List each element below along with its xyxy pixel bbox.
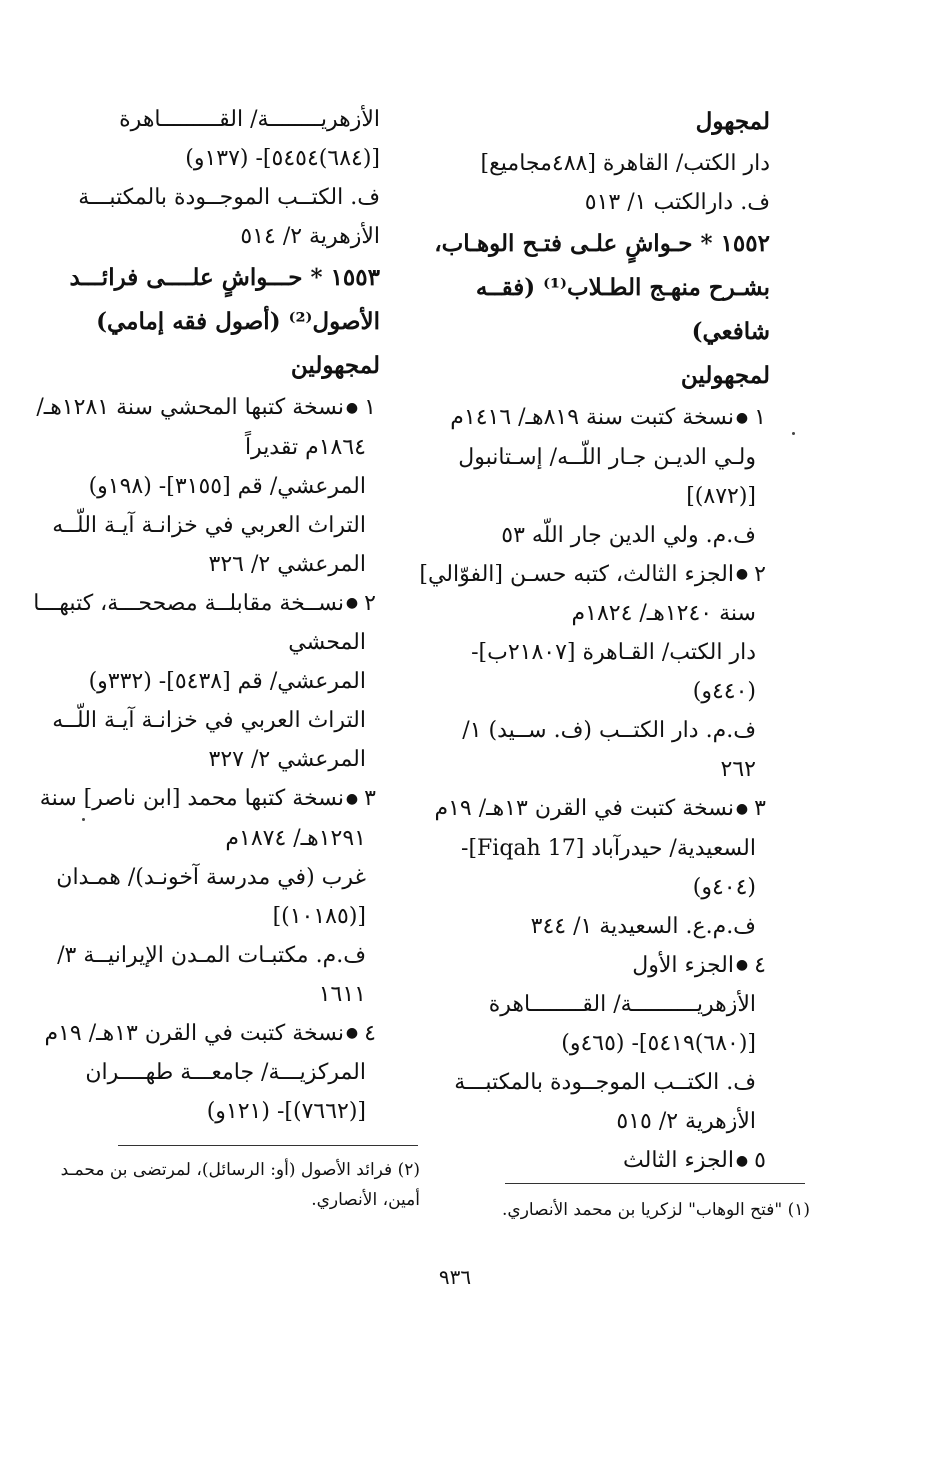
entry-heading: ١٥٥٣ * حـــواشٍ علــــى فرائـــد — [69, 264, 380, 291]
item-text: نسخة كتبت في القرن ١٣هـ/ ١٩م — [44, 1020, 344, 1046]
footnote-line: (٢) فرائد الأصول (أو: الرسائل)، لمرتضى بن محمـد — [60, 1160, 420, 1180]
bullet-icon: ● — [345, 595, 359, 611]
manuscript-item — [450, 398, 770, 438]
manuscript-item — [419, 555, 770, 595]
text-line: الأزهريــــــــة/ القـــــــــاهرة — [119, 107, 380, 132]
item-detail-line: ولـي الديـن جـار اللّــه/ إسـتانبول — [458, 444, 756, 470]
item-detail-line: التراث العربي في خزانـة آيـة اللّــه — [52, 708, 366, 733]
item-detail-line: [(٧٦٦٢)]- (١٢١و) — [206, 1099, 366, 1124]
page-number: ٩٣٦ — [438, 1265, 472, 1289]
item-detail-line: ف.م. دار الكتــب (ف. ســيد) ١/ — [462, 718, 756, 743]
item-text: نســخة مقابلــة مصححـــة، كتبهـــا — [33, 590, 344, 616]
entry-heading: لمجهول — [695, 108, 770, 135]
bullet-icon: ● — [735, 1152, 749, 1169]
item-text: نسخة كتبها المحشي سنة ١٢٨١هـ/ — [36, 395, 344, 420]
footnote-rule-left — [118, 1145, 418, 1146]
bullet-icon: ● — [735, 409, 749, 426]
bullet-icon: ● — [735, 566, 749, 582]
item-detail-line: المرعشي/ قم [٣١٥٥]- (١٩٨و) — [88, 473, 366, 499]
item-number: ٣ — [364, 786, 376, 811]
text-line: ف. دارالكتب ١/ ٥١٣ — [584, 190, 770, 215]
item-number: ٢ — [364, 590, 376, 616]
item-detail-line: ١٨٦٤م تقديراً — [244, 434, 366, 460]
manuscript-item — [470, 1141, 770, 1181]
item-detail-line: ف.م. مكتبـات المـدن الإيرانيــة ٣/ — [57, 942, 366, 968]
bullet-icon: ● — [735, 800, 749, 817]
item-detail-line: سنة ١٢٤٠هـ/ ١٨٢٤م — [571, 601, 756, 626]
item-detail-line: التراث العربي في خزانـة آيـة اللّــه — [52, 512, 366, 538]
item-detail-line: الأزهريــــــــــة/ القــــــــاهرة — [488, 992, 756, 1017]
text-line: ف. الكتــب الموجــودة بالمكتبـــة — [78, 185, 380, 210]
item-detail-line: [(٦٨٠)٥٤١٩]- (٤٦٥و) — [561, 1031, 756, 1056]
item-detail-line: المرعشي ٢/ ٣٢٧ — [208, 747, 366, 772]
item-detail-line: المحشي — [288, 630, 366, 655]
text-line: الأزهرية ٢/ ٥١٤ — [240, 224, 380, 249]
item-detail-line: ف. الكتــب الموجــودة بالمكتبـــة — [454, 1070, 756, 1095]
manuscript-item — [470, 946, 770, 986]
item-text: الجزء الأول — [632, 952, 734, 978]
manuscript-item — [39, 779, 380, 819]
item-number: ٢ — [754, 561, 766, 587]
item-number: ٥ — [754, 1148, 766, 1173]
item-detail-line: المركزيـــة/ جامعـــة طهــــران — [85, 1060, 366, 1085]
footnote-left — [60, 1155, 420, 1215]
entry-heading: لمجهولين — [290, 352, 380, 379]
item-number: ٣ — [754, 796, 766, 821]
item-text: الجزء الثالث — [623, 1148, 734, 1173]
item-detail-line: [(١٠١٨٥)] — [272, 903, 366, 929]
item-text: نسخة كتبها محمد [ابن ناصر] سنة — [39, 786, 344, 811]
left-column — [33, 100, 380, 1131]
entry-heading: الأصول⁽²⁾ (أصول فقه إمامي) — [96, 308, 380, 335]
bullet-icon: ● — [735, 957, 749, 973]
entry-heading: لمجهولين — [680, 362, 770, 389]
entry-heading: شافعي) — [691, 318, 770, 345]
text-line: دار الكتب/ القاهرة [٤٨٨مجاميع] — [480, 151, 770, 176]
manuscript-item — [33, 584, 380, 624]
item-detail-line: [(٨٧٢)] — [686, 483, 756, 509]
item-detail-line: ف.م.ع. السعيدية ١/ ٣٤٤ — [530, 913, 756, 939]
item-text: نسخة كتبت سنة ٨١٩هـ/ ١٤١٦م — [450, 405, 734, 430]
item-detail-line: دار الكتب/ القـاهرة [٢١٨٠٧ب]- — [471, 640, 756, 665]
item-text: نسخة كتبت في القرن ١٣هـ/ ١٩م — [434, 796, 734, 821]
item-text: الجزء الثالث، كتبه حسـن [الفوّالي] — [419, 561, 734, 587]
bullet-icon: ● — [345, 399, 359, 416]
scan-speck — [792, 432, 795, 435]
right-column — [419, 100, 770, 1181]
item-number: ١ — [364, 395, 376, 420]
footnote-line: أمين، الأنصاري. — [311, 1190, 420, 1210]
entry-heading: ١٥٥٢ * حـواشٍ علـى فتـح الوهـاب، — [434, 230, 770, 257]
item-detail-line: المرعشي/ قم [٥٤٣٨]- (٣٣٢و) — [88, 669, 366, 694]
item-detail-line: (٤٠٤و) — [692, 874, 756, 900]
item-detail-line: غرب (في مدرسة آخونـد)/ همـدان — [56, 864, 366, 890]
item-detail-line: الأزهرية ٢/ ٥١٥ — [616, 1109, 756, 1134]
footnote-line: (١) "فتح الوهاب" لزكريا بن محمد الأنصاري. — [502, 1200, 810, 1220]
footnote-rule-right — [505, 1183, 805, 1184]
item-detail-line: (٤٤٠و) — [692, 679, 756, 704]
manuscript-item — [434, 789, 770, 829]
item-number: ٤ — [364, 1020, 376, 1046]
item-detail-line: ف.م. ولي الدين جار اللّه ٥٣ — [501, 522, 756, 548]
text-line: [(٦٨٤)٥٤٥٤]- (١٣٧و) — [185, 146, 380, 171]
item-detail-line: السعيدية/ حيدرآباد [Fiqah 17]- — [461, 835, 756, 861]
entry-heading: بشـرح منهـج الطـلاب⁽¹⁾ (فقــه — [475, 274, 770, 301]
item-detail-line: ١٢٩١هـ/ ١٨٧٤م — [225, 825, 366, 851]
item-number: ٤ — [754, 952, 766, 978]
scan-speck — [82, 818, 85, 821]
manuscript-item — [44, 1014, 380, 1054]
footnote-right — [480, 1195, 810, 1225]
item-number: ١ — [754, 405, 766, 430]
manuscript-item — [36, 388, 380, 428]
bullet-icon: ● — [345, 790, 359, 807]
item-detail-line: المرعشي ٢/ ٣٢٦ — [208, 551, 366, 577]
bullet-icon: ● — [345, 1025, 359, 1041]
item-detail-line: ١٦١١ — [318, 981, 366, 1007]
item-detail-line: ٢٦٢ — [720, 757, 756, 782]
